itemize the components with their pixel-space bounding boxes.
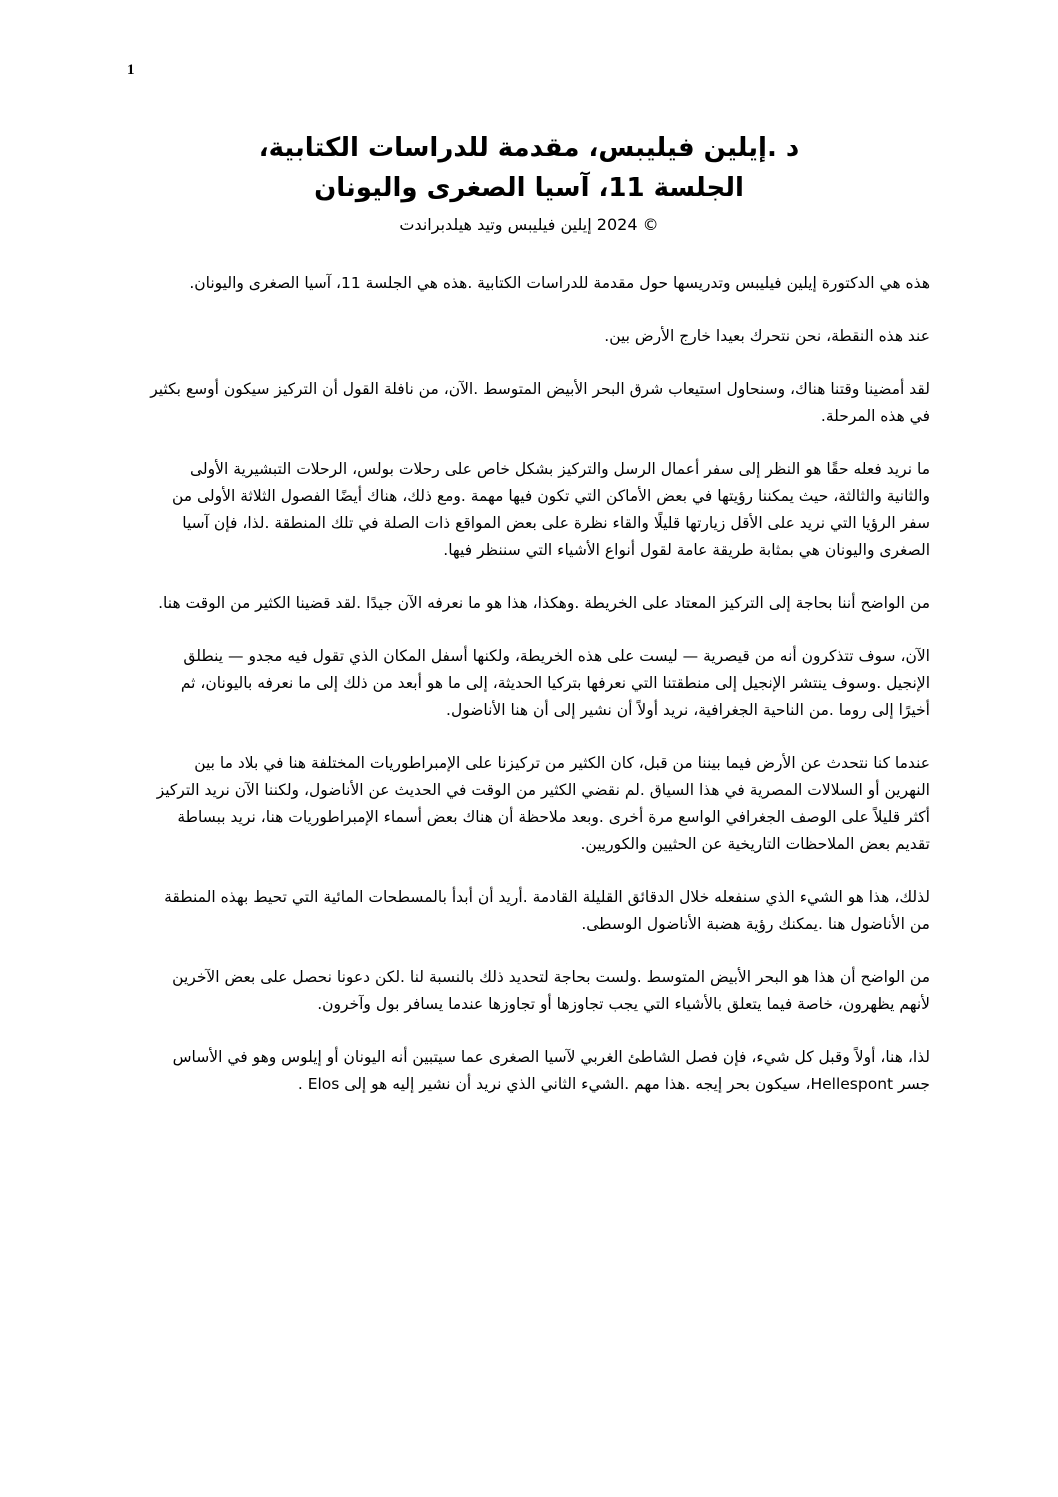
copyright-line: © 2024 إيلين فيليبس وتيد هيلدبراندت	[399, 215, 659, 234]
document-body	[150, 270, 930, 1124]
paragraph-8: لذلك، هذا هو الشيء الذي سنفعله خلال الدقائق القليلة القادمة .أريد أن أبدأ بالمسطحات المائية التي تحيط بهذه المنطقة من الأناضول هنا .يمكنك رؤية هضبة الأناضول الوسطى.	[164, 888, 930, 933]
paragraph-3: لقد أمضينا وقتنا هناك، وسنحاول استيعاب شرق البحر الأبيض المتوسط .الآن، من نافلة القول أن التركيز سيكون أوسع بكثير في هذه المرحلة.	[150, 380, 930, 425]
paragraph-9: من الواضح أن هذا هو البحر الأبيض المتوسط .ولست بحاجة لتحديد ذلك بالنسبة لنا .لكن دعونا نحصل على بعض الآخرين لأنهم يظهرون، خاصة فيما يتعلق بالأشياء التي يجب تجاوزها أو تجاوزها عندما يسافر بول وآخرون.	[172, 968, 930, 1013]
paragraph-4: ما نريد فعله حقًا هو النظر إلى سفر أعمال الرسل والتركيز بشكل خاص على رحلات بولس، الرحلات التبشيرية الأولى والثانية والثالثة، حيث يمكننا رؤيتها في بعض الأماكن التي تكون فيها مهمة .ومع ذلك، هناك أيضًا الفصول الثلاثة الأولى من سفر الرؤيا التي نريد على الأقل زيارتها قليلًا والقاء نظرة على بعض المواقع ذات الصلة في تلك المنطقة .لذا، فإن آسيا الصغرى واليونان هي بمثابة طريقة عامة لقول أنواع الأشياء التي سننظر فيها.	[171, 460, 930, 559]
paragraph-10: لذا، هنا، أولاً وقبل كل شيء، فإن فصل الشاطئ الغربي لآسيا الصغرى عما سيتبين أنه اليونان أو إيلوس وهو في الأساس جسر Hellespont، سيكون بحر إيجه .هذا مهم .الشيء الثاني الذي نريد أن نشير إليه هو إلى Elos .	[172, 1048, 930, 1093]
title-block	[180, 128, 878, 238]
page-number: 1	[127, 62, 135, 78]
document-title: د .إيلين فيليبس، مقدمة للدراسات الكتابية،	[258, 133, 800, 163]
paragraph-1: هذه هي الدكتورة إيلين فيليبس وتدريسها حول مقدمة للدراسات الكتابية .هذه هي الجلسة 11، آسيا الصغرى واليونان.	[189, 274, 930, 292]
paragraph-6: الآن، سوف تتذكرون أنه من قيصرية — ليست على هذه الخريطة، ولكنها أسفل المكان الذي تقول فيه مجدو — ينطلق الإنجيل .وسوف ينتشر الإنجيل إلى منطقتنا التي نعرفها بتركيا الحديثة، إلى ما هو أبعد من ذلك إلى ما نعرفه باليونان، ثم أخيرًا إلى روما .من الناحية الجغرافية، نريد أولاً أن نشير إلى أن هنا الأناضول.	[180, 647, 930, 719]
paragraph-7: عندما كنا نتحدث عن الأرض فيما بيننا من قبل، كان الكثير من تركيزنا على الإمبراطوريات المختلفة هنا في بلاد ما بين النهرين أو السلالات المصرية في هذا السياق .لم نقضي الكثير من الوقت في الحديث عن الأناضول، ولكننا الآن نريد التركيز أكثر قليلاً على الوصف الجغرافي الواسع مرة أخرى .وبعد ملاحظة أن هناك بعض أسماء الإمبراطوريات هنا، نريد ببساطة تقديم بعض الملاحظات التاريخية عن الحثيين والكوريين.	[156, 754, 930, 853]
paragraph-2: عند هذه النقطة، نحن نتحرك بعيدا خارج الأرض بين.	[604, 327, 930, 345]
paragraph-5: من الواضح أننا بحاجة إلى التركيز المعتاد على الخريطة .وهكذا، هذا هو ما نعرفه الآن جيدًا .لقد قضينا الكثير من الوقت هنا.	[158, 594, 930, 612]
session-title: الجلسة 11، آسيا الصغرى واليونان	[314, 173, 744, 203]
